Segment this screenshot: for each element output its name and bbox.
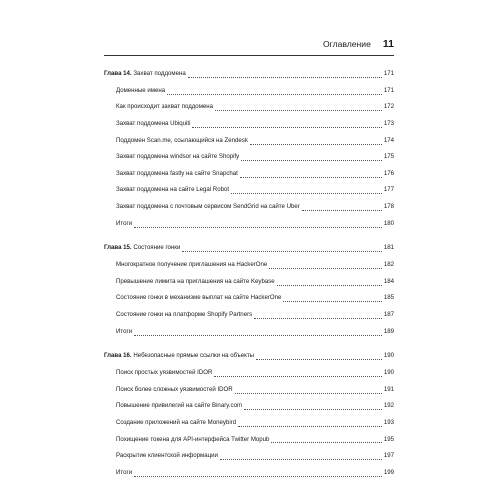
toc-entry-page: 192: [383, 402, 394, 410]
leader-dots: [188, 73, 382, 78]
toc-entry[interactable]: [104, 199, 394, 216]
toc-entry-title: Состояние гонки в механизме выплат на сайте HackerOne: [116, 294, 282, 302]
toc-entry-title: Захват поддомена на сайте Legal Robot: [116, 186, 230, 194]
toc-entry[interactable]: [104, 274, 394, 291]
toc-entry-title: Поддомен Scan.me, ссылающийся на Zendesk: [116, 136, 248, 144]
chapter-label: Глава 16.: [104, 352, 132, 360]
running-header: [104, 38, 394, 54]
toc-entry-title: Итоги: [116, 219, 133, 227]
toc-entry-page: 171: [383, 86, 394, 94]
toc-entry[interactable]: [104, 324, 394, 341]
toc-entry-page: 187: [383, 311, 394, 319]
toc-entry[interactable]: [104, 216, 394, 233]
toc-entry-title: Состояние гонки на платформе Shopify Partners: [116, 311, 253, 319]
chapter-14: [104, 66, 394, 232]
running-header-section: Оглавление: [322, 39, 371, 49]
toc-entry-page: 197: [383, 452, 394, 460]
toc-entry-page: 172: [383, 103, 394, 111]
toc-entry-title: Захват поддомена fastly на сайте Snapchat: [116, 169, 238, 177]
toc-entry-title: Как происходит захват поддомена: [116, 103, 214, 111]
toc-entry-page: 180: [383, 219, 394, 227]
leader-dots: [182, 247, 381, 252]
leader-dots: [277, 281, 382, 286]
leader-dots: [271, 438, 381, 443]
toc-entry-page: 178: [383, 203, 394, 211]
toc-entry[interactable]: [104, 432, 394, 449]
toc-entry-page: 176: [383, 169, 394, 177]
leader-dots: [238, 422, 382, 427]
chapter-16: [104, 348, 394, 481]
toc-entry-title: Поиск простых уязвимостей IDOR: [116, 369, 213, 377]
toc-chapter-entry[interactable]: [104, 66, 394, 83]
toc-entry-title: Превышение лимита на приглашения на сайте Keybase: [116, 277, 275, 285]
leader-dots: [244, 405, 382, 410]
toc-entry-page: 189: [383, 327, 394, 335]
leader-dots: [302, 206, 382, 211]
toc-entry[interactable]: [104, 100, 394, 117]
leader-dots: [192, 123, 381, 128]
toc-entry[interactable]: [104, 183, 394, 200]
toc-entry-page: 177: [383, 186, 394, 194]
toc-entry-page: 199: [383, 468, 394, 476]
leader-dots: [134, 331, 382, 336]
toc-entry-page: 195: [383, 435, 394, 443]
chapter-label: Глава 14.: [104, 70, 132, 78]
toc-entry-page: 185: [383, 294, 394, 302]
toc-entry-title: Многократное получение приглашения на HackerOne: [116, 261, 268, 269]
leader-dots: [269, 264, 382, 269]
toc-entry[interactable]: [104, 307, 394, 324]
table-of-contents: [104, 66, 394, 489]
leader-dots: [254, 314, 382, 319]
toc-entry-page: 173: [383, 120, 394, 128]
toc-entry-page: 174: [383, 136, 394, 144]
leader-dots: [240, 173, 382, 178]
leader-dots: [134, 223, 382, 228]
page-number: 11: [382, 38, 394, 50]
chapter-15: [104, 240, 394, 340]
chapter-title: Небезопасные прямые ссылки на объекты: [133, 352, 255, 360]
toc-entry-title: Повышение привилегий на сайте Binary.com: [116, 402, 243, 410]
toc-entry[interactable]: [104, 83, 394, 100]
toc-entry[interactable]: [104, 365, 394, 382]
leader-dots: [256, 355, 382, 360]
leader-dots: [241, 156, 382, 161]
toc-entry-title: Захват поддомена с почтовым сервисом SendGrid на сайте Uber: [116, 203, 300, 211]
toc-entry[interactable]: [104, 149, 394, 166]
leader-dots: [215, 106, 382, 111]
toc-entry[interactable]: [104, 415, 394, 432]
toc-entry[interactable]: [104, 382, 394, 399]
toc-entry-title: Поиск более сложных уязвимостей IDOR: [116, 385, 233, 393]
toc-entry-title: Создание приложений на сайте Moneybird: [116, 418, 237, 426]
toc-entry-page: 175: [383, 153, 394, 161]
toc-entry[interactable]: [104, 448, 394, 465]
leader-dots: [235, 389, 382, 394]
leader-dots: [283, 297, 381, 302]
toc-entry-title: Итоги: [116, 468, 133, 476]
toc-entry[interactable]: [104, 116, 394, 133]
header-rule: [104, 55, 394, 56]
chapter-page: 171: [383, 70, 394, 78]
toc-entry[interactable]: [104, 399, 394, 416]
leader-dots: [167, 90, 382, 95]
toc-entry[interactable]: [104, 465, 394, 482]
leader-dots: [134, 472, 382, 477]
toc-entry[interactable]: [104, 166, 394, 183]
chapter-page: 190: [383, 352, 394, 360]
toc-entry-page: 191: [383, 385, 394, 393]
leader-dots: [250, 140, 382, 145]
toc-entry[interactable]: [104, 133, 394, 150]
chapter-title: Захват поддомена: [133, 70, 186, 78]
toc-entry-title: Захват поддомена Ubiquiti: [116, 120, 191, 128]
chapter-label: Глава 15.: [104, 244, 132, 252]
chapter-title: Состояние гонки: [133, 244, 181, 252]
leader-dots: [220, 455, 382, 460]
toc-entry[interactable]: [104, 291, 394, 308]
toc-chapter-entry[interactable]: [104, 348, 394, 365]
toc-entry[interactable]: [104, 257, 394, 274]
toc-entry-page: 182: [383, 261, 394, 269]
leader-dots: [214, 372, 381, 377]
leader-dots: [231, 189, 382, 194]
toc-chapter-entry[interactable]: [104, 240, 394, 257]
toc-entry-page: 190: [383, 369, 394, 377]
toc-entry-title: Итоги: [116, 327, 133, 335]
toc-entry-title: Захват поддомена windsor на сайте Shopify: [116, 153, 240, 161]
toc-entry-title: Раскрытие клиентской информации: [116, 452, 218, 460]
toc-entry-page: 193: [383, 418, 394, 426]
toc-entry-title: Похищение токена для API-интерфейса Twitter Mopub: [116, 435, 270, 443]
toc-entry-page: 184: [383, 277, 394, 285]
toc-entry-title: Доменные имена: [116, 86, 166, 94]
chapter-page: 181: [383, 244, 394, 252]
